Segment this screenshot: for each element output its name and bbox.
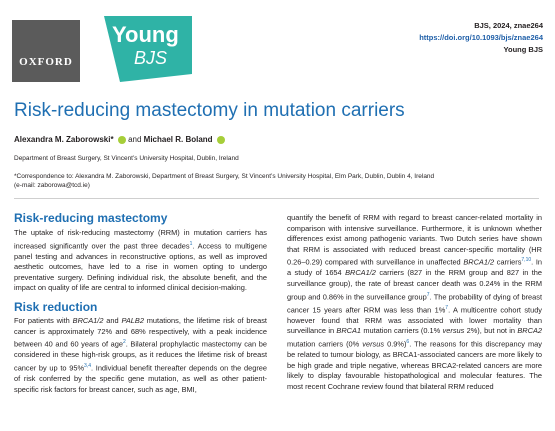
paragraph-risk-reduction: For patients with BRCA1/2 and PALB2 mutations, the lifetime risk of breast cancer is approximately 72% and 68% respectively, with a peak incidence between 40 and 60 years of age$^2$. Bilateral prophylactic mastectomy can be considered in these high-risk groups, as it reduces the lifetime risk of breast cancer by up to 95%$^{3,4}$. Individual benefit thereafter depends on the degree of risk conferred by the specific gene mutation, as well as other patient-specific risk factors for breast cancer, such as age, BMI, — [14, 316, 267, 394]
article-title: Risk-reducing mastectomy in mutation carriers — [14, 100, 405, 121]
citation-ref[interactable]: 7 — [445, 304, 449, 311]
section-heading-risk-reducing-mastectomy: Risk-reducing mastectomy — [14, 211, 168, 225]
affiliation: Department of Breast Surgery, St Vincent’s University Hospital, Dublin, Ireland — [14, 155, 239, 162]
citation: BJS, 2024, znae264 — [474, 21, 543, 30]
article-meta — [419, 20, 543, 56]
doi-link[interactable]: https://doi.org/10.1093/bjs/znae264 — [419, 33, 543, 42]
logo-word-bjs: BJS — [134, 48, 168, 68]
correspondence — [14, 172, 434, 190]
oxford-logo-text: OXFORD — [19, 56, 73, 68]
orcid-icon[interactable] — [118, 136, 126, 144]
citation-ref[interactable]: 7 — [426, 291, 430, 298]
author-conjunction: and — [128, 135, 142, 144]
citation-ref[interactable]: 6 — [406, 338, 410, 345]
divider — [14, 198, 539, 199]
citation-ref[interactable]: 3,4 — [84, 362, 91, 369]
orcid-icon[interactable] — [217, 136, 225, 144]
paragraph-intro: The uptake of risk-reducing mastectomy (RRM) in mutation carriers has increased significantly over the past three decades$^1$. Access to multigene panel testing and advances in reconstructive options, as well as improved aesthetic outcomes, have led to a rise in women opting to undergo preventative surgery. Defining individual risk, the absolute benefit, and the impact on quality of life are central to informed clinical decision-making. — [14, 228, 267, 293]
citation-ref[interactable]: 2 — [122, 339, 126, 346]
citation-ref[interactable]: 7,10 — [521, 257, 532, 264]
author-line — [14, 135, 225, 144]
young-bjs-logo — [100, 12, 195, 84]
citation-ref[interactable]: 1 — [189, 240, 193, 247]
logo-word-young: Young — [112, 22, 179, 47]
section-heading-risk-reduction: Risk reduction — [14, 300, 98, 314]
oxford-logo — [12, 20, 80, 82]
corresponding-mark: * — [110, 135, 114, 144]
paragraph-right-column: quantify the benefit of RRM with regard to breast cancer-related mortality in comparison with intensive surveillance. Furthermore, it is unknown whether differences exist among pathogenic variants. Two Dutch series have shown that RRM is associated with reduced breast cancer-specific mortality (HR 0.26–0.29) compared with surveillance in unaffected BRCA1/2 carriers$^{7,10}$. In a study of 1654 BRCA1/2 carriers (827 in the RRM group and 827 in the surveillance group), the rate of breast cancer death was 0.24% in the RRM group and 0.86% in the surveillance group$^7$. The probability of dying of breast cancer 15 years after RRM was less than 1%$^7$. A multicentre cohort study however found that RRM was associated with lower mortality than surveillance in BRCA1 mutation carriers (0.1% versus 2%), but not in BRCA2 mutation carriers (0% versus 0.9%)$^6$. The reasons for this discrepancy may be related to tumour biology, as BRCA1-associated cancers are more likely to be high grade and triple negative, whereas BRCA2-related cancers are more likely to display favourable histopathological and molecular features. The most recent Cochrane review found that bilateral RRM reduced — [287, 213, 543, 391]
correspondence-email: (e-mail: zaborowa@tcd.ie) — [14, 182, 90, 189]
section-name: Young BJS — [503, 45, 543, 54]
author-2[interactable]: Michael R. Boland — [143, 135, 213, 144]
correspondence-address: *Correspondence to: Alexandra M. Zaborowski, Department of Breast Surgery, St Vincent’s University Hospital, Elm Park, Dublin, Dublin 4, Ireland — [14, 173, 435, 180]
author-1[interactable]: Alexandra M. Zaborowski — [14, 135, 111, 144]
